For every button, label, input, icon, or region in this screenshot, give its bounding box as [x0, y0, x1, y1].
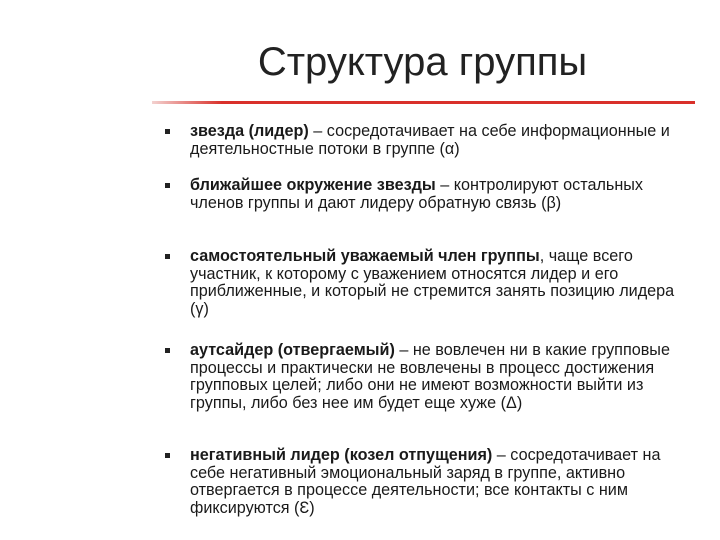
bullet-square-icon: [165, 453, 170, 458]
list-item-outsider: [165, 342, 685, 412]
bullet-square-icon: [165, 183, 170, 188]
bullet-term: аутсайдер (отвергаемый): [190, 341, 395, 359]
list-item-respected-member: [165, 248, 685, 318]
bullet-text: [190, 248, 685, 318]
bullet-square-icon: [165, 254, 170, 259]
bullet-description: – контролируют остальных членов группы и дают лидеру обратную связь (β): [190, 176, 643, 212]
bullet-text: [190, 177, 685, 212]
bullet-square-icon: [165, 129, 170, 134]
bullet-description: , чаще всего участник, к которому с уважением относятся лидер и его приближенные, и который не стремится занять позицию лидера (γ): [190, 247, 675, 318]
bullet-term: негативный лидер (козел отпущения): [190, 446, 493, 464]
bullet-term: звезда (лидер): [190, 122, 309, 140]
bullet-description: – сосредотачивает на себе информационные и деятельностные потоки в группе (α): [190, 122, 670, 158]
slide-title: Структура группы: [257, 40, 588, 84]
bullet-square-icon: [165, 348, 170, 353]
title-divider: [152, 101, 695, 104]
list-item-star: [165, 123, 685, 158]
bullet-description: – сосредотачивает на себе негативный эмоциональный заряд в группе, активно отвергается в процессе деятельности; все контакты с ним фиксируются (Ɛ): [190, 446, 661, 517]
bullet-text: [190, 447, 685, 517]
bullet-text: [190, 342, 685, 412]
list-item-inner-circle: [165, 177, 685, 212]
bullet-description: – не вовлечен ни в какие групповые процессы и практически не вовлечены в процесс достижения групповых целей; либо они не имеют возможности выйти из группы, либо без нее им будет еще хуже (Δ): [190, 341, 670, 412]
bullet-term: ближайшее окружение звезды: [190, 176, 436, 194]
bullet-term: самостоятельный уважаемый член группы: [190, 247, 540, 265]
bullet-text: [190, 123, 685, 158]
list-item-negative-leader: [165, 447, 685, 517]
